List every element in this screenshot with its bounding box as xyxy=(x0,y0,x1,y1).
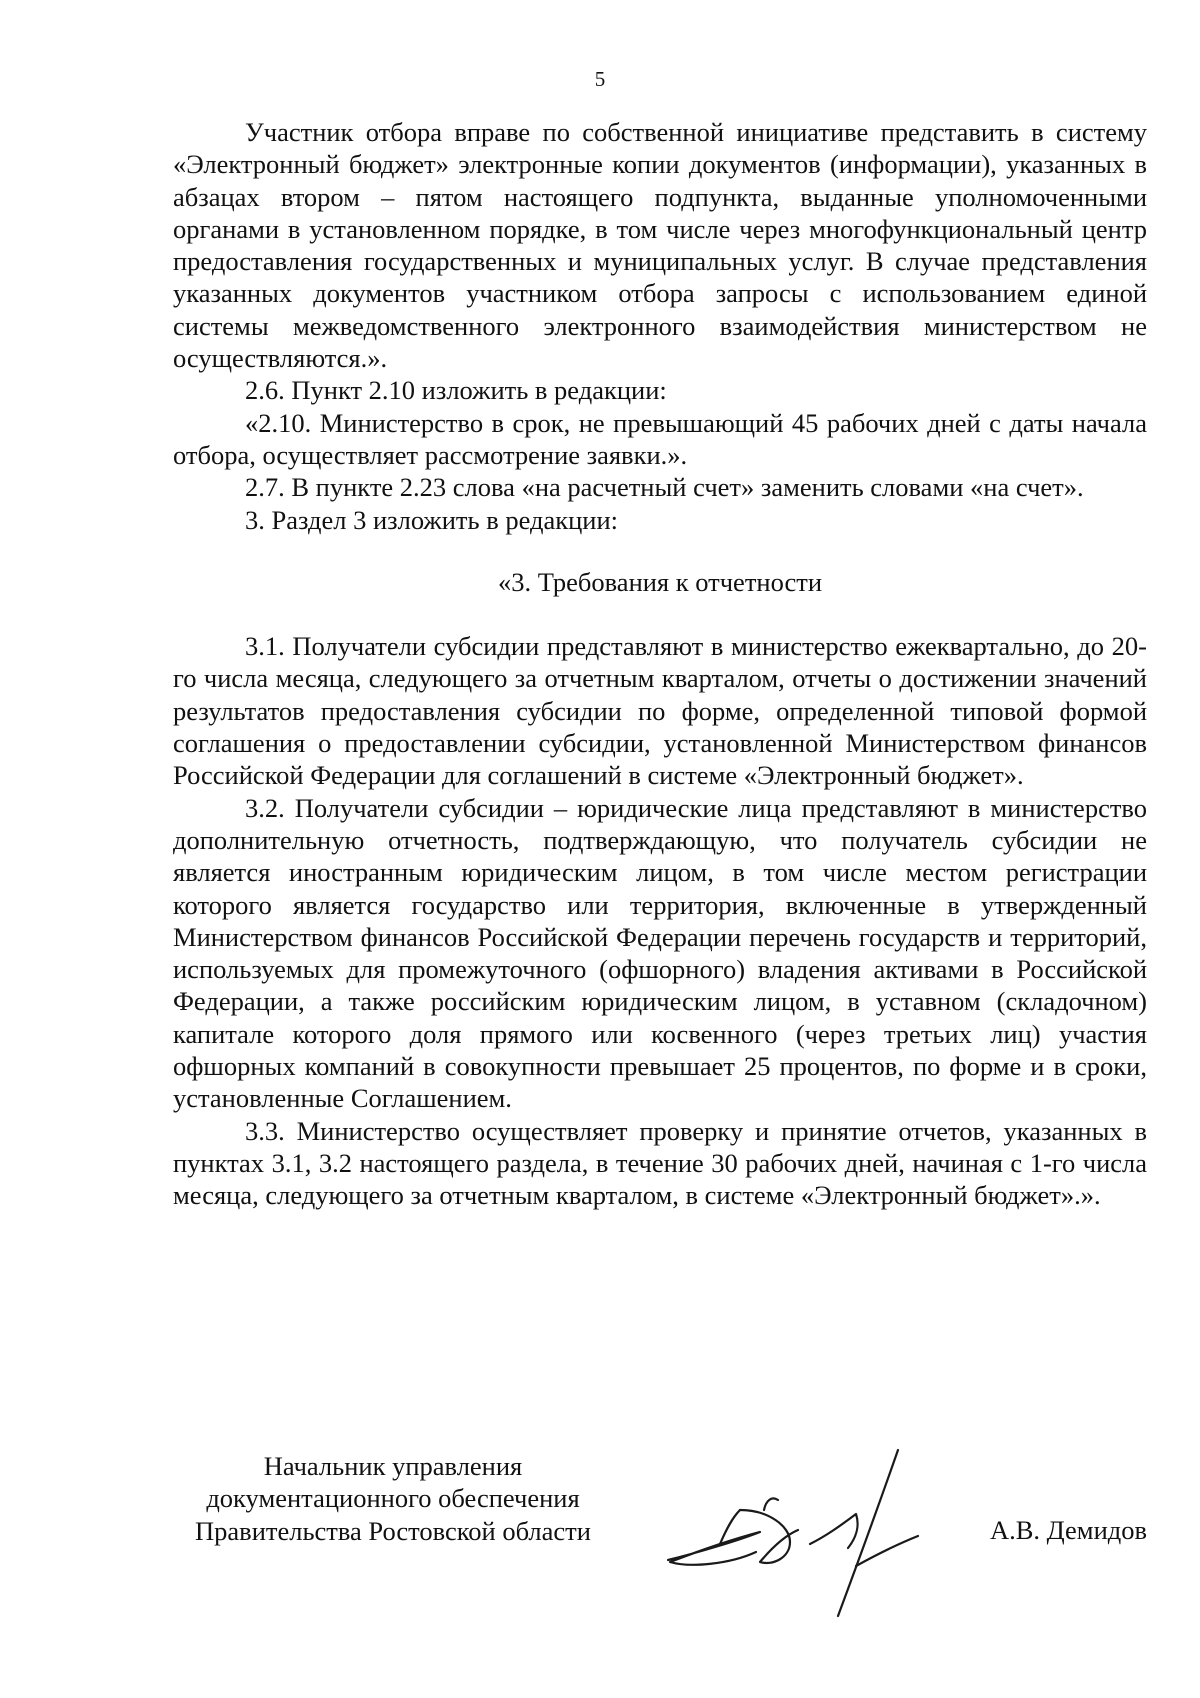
paragraph-item-2-6: 2.6. Пункт 2.10 изложить в редакции: xyxy=(245,375,667,406)
paragraph-item-3-3: 3.3. Министерство осуществляет проверку и принятие отчетов, указанных в пунктах 3.1, 3.2 настоящего раздела, в течение 30 рабочих дней, начиная с 1-го числа месяца, следующего за отчетным кварталом, в системе «Электронный бюджет».». xyxy=(173,1115,1147,1211)
handwritten-signature xyxy=(660,1440,960,1620)
signer-title xyxy=(173,1450,613,1547)
section-heading: «3. Требования к отчетности xyxy=(497,566,823,597)
document-body xyxy=(173,116,1147,1212)
paragraph-item-2-7: 2.7. В пункте 2.23 слова «на расчетный счет» заменить словами «на счет». xyxy=(245,472,1084,503)
signer-name: А.В. Демидов xyxy=(989,1515,1147,1545)
signature-block xyxy=(0,1450,1200,1620)
paragraph-document-submission: Участник отбора вправе по собственной инициативе представить в систему «Электронный бюджет» электронные копии документов (информации), указанных в абзацах втором – пятом настоящего подпункта, выданные уполномоченными органами в установленном порядке, в том числе через многофункциональный центр предоставления государственных и муниципальных услуг. В случае представления указанных документов участником отбора запросы с использованием единой системы межведомственного электронного взаимодействия министерством не осуществляются.». xyxy=(173,117,1147,374)
page-number: 5 xyxy=(594,67,606,91)
signer-title-line: документационного обеспечения xyxy=(206,1483,580,1514)
signer-title-line: Правительства Ростовской области xyxy=(195,1515,591,1546)
paragraph-item-3-1: 3.1. Получатели субсидии представляют в министерство ежеквартально, до 20-го числа месяца, следующего за отчетным кварталом, отчеты о достижении значений результатов предоставления субсидии по форме, определенной типовой формой соглашения о предоставлении субсидии, установленной Министерством финансов Российской Федерации для соглашений в системе «Электронный бюджет». xyxy=(173,631,1147,791)
paragraph-item-2-10-quote: «2.10. Министерство в срок, не превышающий 45 рабочих дней с даты начала отбора, осуществляет рассмотрение заявки.». xyxy=(173,407,1147,470)
signer-title-line: Начальник управления xyxy=(263,1451,523,1481)
paragraph-item-3-2: 3.2. Получатели субсидии – юридические лица представляют в министерство дополнительную отчетность, подтверждающую, что получатель субсидии не является иностранным юридическим лицом, в том числе местом регистрации которого является государство или территория, включенные в утвержденный Министерством финансов Российской Федерации перечень государств и территорий, используемых для промежуточного (офшорного) владения активами в Российской Федерации, а также российским юридическим лицом, в уставном (складочном) капитале которого доля прямого или косвенного (через третьих лиц) участия офшорных компаний в совокупности превышает 25 процентов, по форме и в сроки, установленные Соглашением. xyxy=(173,792,1147,1114)
paragraph-item-3: 3. Раздел 3 изложить в редакции: xyxy=(245,504,619,535)
